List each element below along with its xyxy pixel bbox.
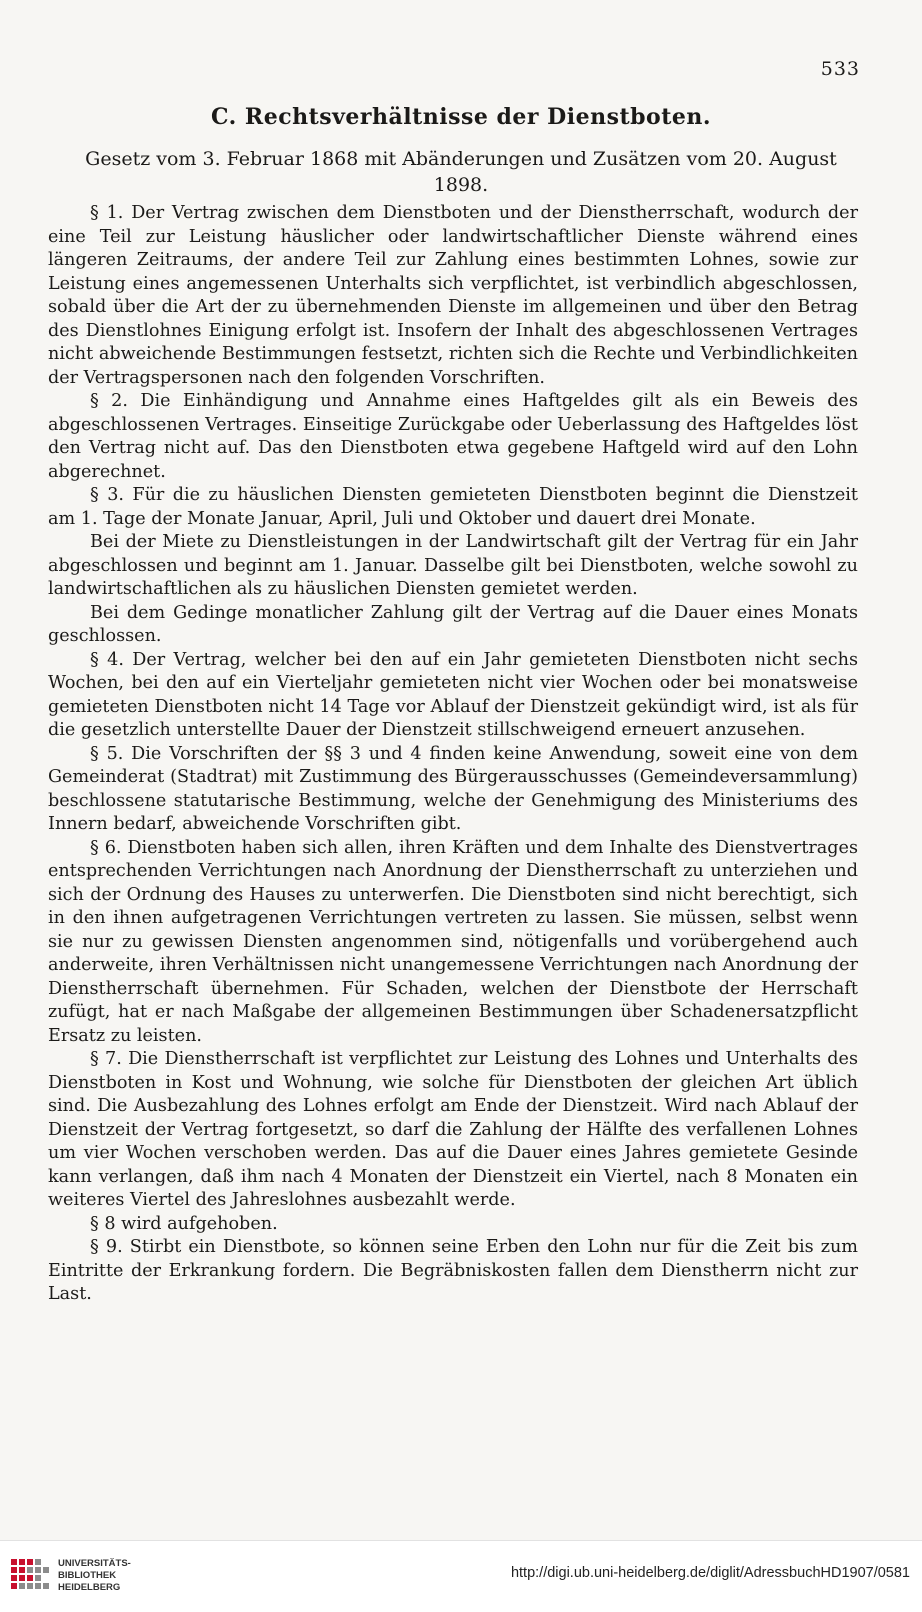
paragraph-4: Bei der Miete zu Dienstleistungen in der Landwirtschaft gilt der Vertrag für ein Jahr abgeschlossen und beginnt am 1. Januar. Dasselbe gilt bei Dienstboten, welche sowohl zu landwirtschaftlichen als zu häuslichen Diensten gemietet werden. [48,532,858,599]
paragraph-5: Bei dem Gedinge monatlicher Zahlung gilt der Vertrag auf die Dauer eines Monats geschlossen. [48,602,858,646]
paragraph-8: § 6. Dienstboten haben sich allen, ihren Kräften und dem Inhalte des Dienstvertrages entsprechenden Verrichtungen nach Anordnung der Dienstherrschaft zu unterziehen und sich der Ordnung des Hauses zu unterwerfen. Die Dienstboten sind nicht berechtigt, sich in den ihnen aufgetragenen Verrichtungen vertreten zu lassen. Sie müssen, selbst wenn sie nur zu gewissen Diensten angenommen sind, nötigenfalls und vorübergehend auch anderweite, ihren Verhältnissen nicht unangemessene Verrichtungen nach Anordnung der Dienstherrschaft übernehmen. Für Schaden, welchen der Dienstbote der Herrschaft zufügt, hat er nach Maßgabe der allgemeinen Bestimmungen über Schadenersatzpflicht Ersatz zu leisten. [48,837,858,1046]
paragraph-2: § 2. Die Einhändigung und Annahme eines Haftgeldes gilt als ein Beweis des abgeschlossenen Vertrages. Einseitige Zurückgabe oder Ueberlassung des Haftgeldes löst den Vertrag nicht auf. Das den Dienstboten etwa gegebene Haftgeld wird auf den Lohn abgerechnet. [48,391,858,482]
footer-bar [0,1540,922,1612]
source-url-link[interactable]: http://digi.ub.uni-heidelberg.de/diglit/AdressbuchHD1907/0581 [510,1565,910,1581]
university-library-logo-icon[interactable] [8,1554,52,1598]
paragraph-10: § 8 wird aufgehoben. [90,1213,278,1234]
paragraph-7: § 5. Die Vorschriften der §§ 3 und 4 finden keine Anwendung, soweit eine von dem Gemeinderat (Stadtrat) mit Zustimmung des Bürgerausschusses (Gemeindeversammlung) beschlossene statutarische Bestimmung, welche der Genehmigung des Ministeriums des Innern bedarf, abweichende Vorschriften gibt. [48,743,858,834]
body-text [48,202,858,1307]
library-name-line-2: BIBLIOTHEK [58,1570,117,1581]
library-name[interactable] [58,1558,131,1594]
paragraph-1: § 1. Der Vertrag zwischen dem Dienstboten und der Dienstherrschaft, wodurch der eine Teil zur Leistung häuslicher oder landwirtschaftlicher Dienste während eines längeren Zeitraums, der andere Teil zur Zahlung eines bestimmten Lohnes, sowie zur Leistung eines angemessenen Unterhalts sich verpflichtet, ist verbindlich abgeschlossen, sobald über die Art der zu übernehmenden Dienste im allgemeinen und über den Betrag des Dienstlohnes Einigung erfolgt ist. Insofern der Inhalt des abgeschlossenen Vertrages nicht abweichende Bestimmungen festsetzt, richten sich die Rechte und Verbindlichkeiten der Vertragspersonen nach den folgenden Vorschriften. [48,203,858,388]
section-heading: C. Rechtsverhältnisse der Dienstboten. [210,104,712,130]
library-name-line-1: UNIVERSITÄTS- [58,1558,131,1569]
page-number: 533 [820,58,860,80]
paragraph-3: § 3. Für die zu häuslichen Diensten gemieteten Dienstboten beginnt die Dienstzeit am 1. Tage der Monate Januar, April, Juli und Oktober und dauert drei Monate. [48,485,858,529]
library-name-line-3: HEIDELBERG [58,1582,121,1593]
paragraph-11: § 9. Stirbt ein Dienstbote, so können seine Erben den Lohn nur für die Zeit bis zum Eintritte der Erkrankung fordern. Die Begräbniskosten fallen dem Dienstherrn nicht zur Last. [48,1237,858,1304]
paragraph-9: § 7. Die Dienstherrschaft ist verpflichtet zur Leistung des Lohnes und Unterhalts des Dienstboten in Kost und Wohnung, wie solche für Dienstboten der gleichen Art üblich sind. Die Ausbezahlung des Lohnes erfolgt am Ende der Dienstzeit. Wird nach Ablauf der Dienstzeit der Vertrag fortgesetzt, so darf die Zahlung der Hälfte des verfallenen Lohnes um vier Wochen verschoben werden. Das auf die Dauer eines Jahres gemietete Gesinde kann verlangen, daß ihm nach 4 Monaten der Dienstzeit ein Viertel, nach 8 Monaten ein weiteres Viertel des Jahreslohnes ausbezahlt werde. [48,1049,858,1210]
paragraph-6: § 4. Der Vertrag, welcher bei den auf ein Jahr gemieteten Dienstboten nicht sechs Wochen, bei den auf ein Vierteljahr gemieteten nicht vier Wochen oder bei monatsweise gemieteten Dienstboten nicht 14 Tage vor Ablauf der Dienstzeit gekündigt wird, ist als für die gesetzlich unterstellte Dauer der Dienstzeit stillschweigend erneuert anzusehen. [48,649,858,740]
law-subheading: Gesetz vom 3. Februar 1868 mit Abänderungen und Zusätzen vom 20. August 1898. [85,148,837,196]
